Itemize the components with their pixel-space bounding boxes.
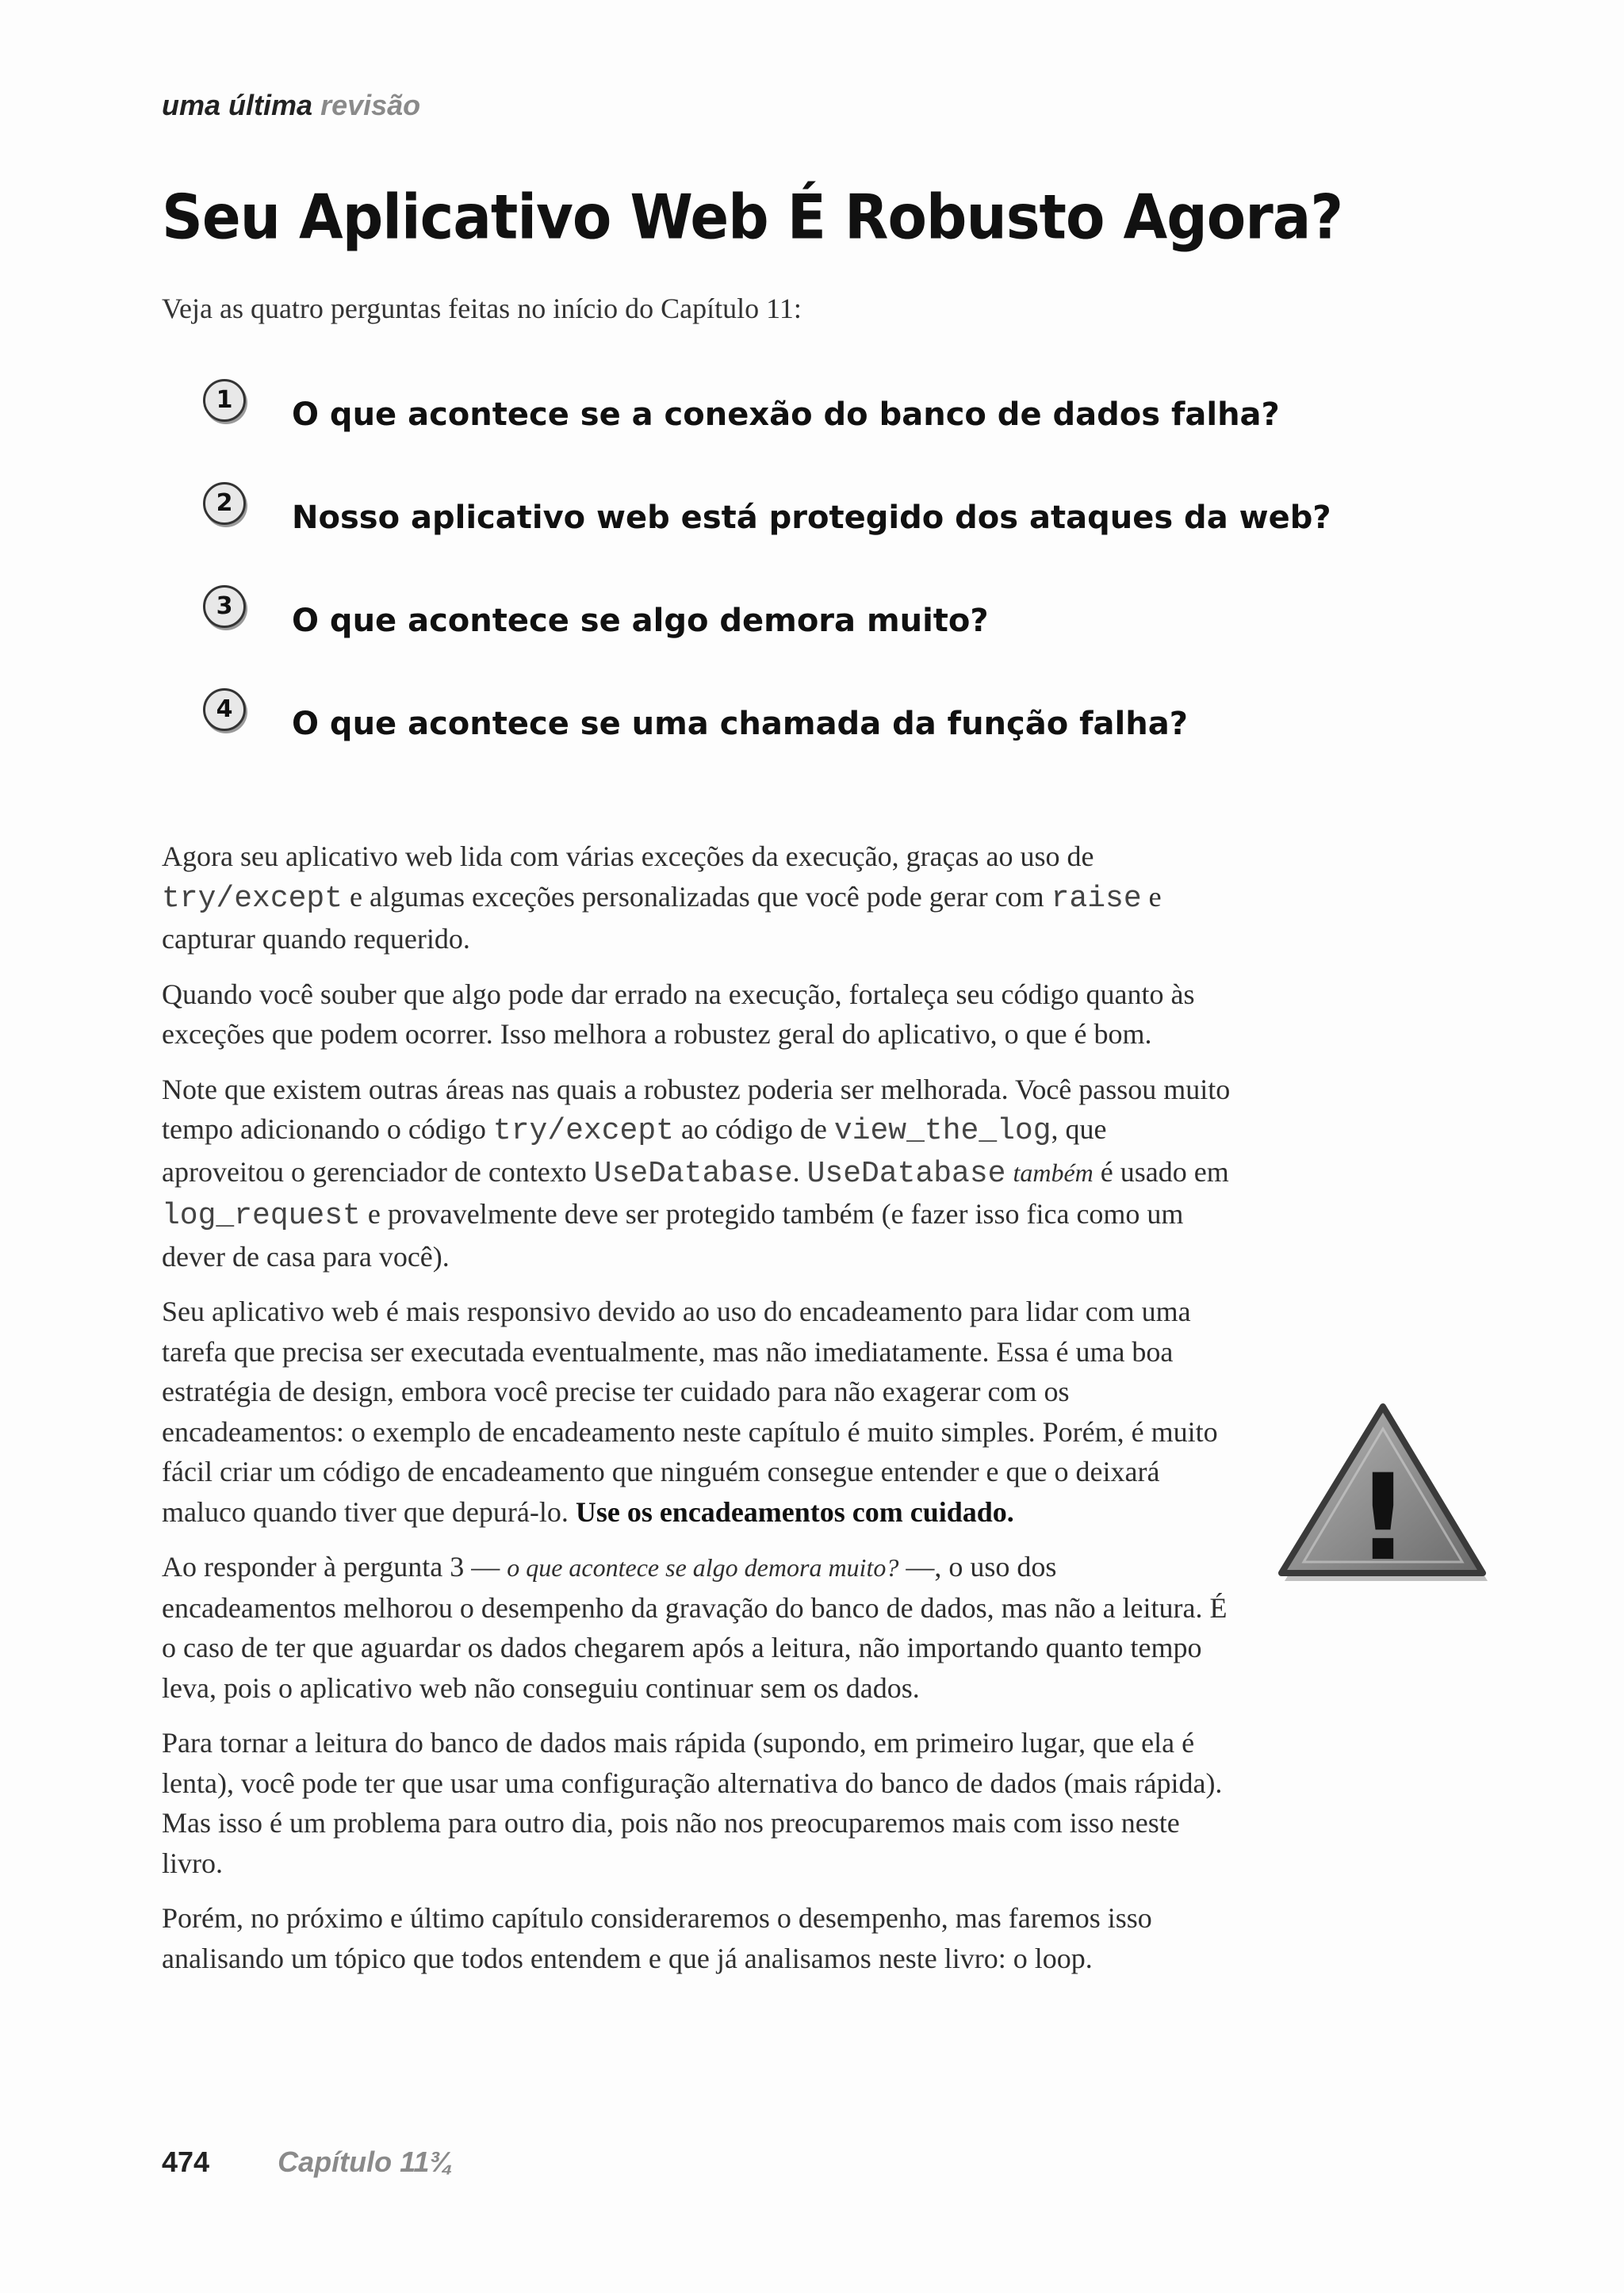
chapter-label: Capítulo 11¾: [278, 2146, 454, 2178]
text-run: e algumas exceções personalizadas que você pode gerar com: [343, 880, 1051, 913]
text-run: é usado em: [1093, 1155, 1229, 1188]
text-run: Agora seu aplicativo web lida com várias exceções da execução, graças ao uso de: [162, 840, 1094, 872]
body-text: [162, 836, 1232, 1993]
paragraph-threading: [162, 1292, 1232, 1532]
text-run: e provavelmente deve ser protegido também (e fazer isso fica como um dever de casa para você).: [162, 1198, 1184, 1273]
warning-icon: [1274, 1402, 1492, 1589]
text-run: Note que existem outras áreas nas quais a robustez poderia ser melhorada. Você passou muito tempo adicionando o código: [162, 1073, 1231, 1145]
text-run: ao código de: [673, 1113, 834, 1145]
paragraph-robustness: Quando você souber que algo pode dar errado na execução, fortaleça seu código quanto às exceções que podem ocorrer. Isso melhora a robustez geral do aplicativo, o que é bom.: [162, 978, 1195, 1050]
question-item: [203, 688, 1313, 791]
question-text: O que acontece se algo demora muito?: [292, 603, 989, 639]
question-text: O que acontece se uma chamada da função falha?: [292, 706, 1188, 742]
question-item: [203, 585, 1313, 688]
question-list: [203, 379, 1331, 791]
question-text: Nosso aplicativo web está protegido dos ataques da web?: [292, 500, 1331, 536]
inline-code: UseDatabase: [593, 1156, 793, 1191]
inline-code: try/except: [162, 881, 343, 916]
question-number-badge: 4: [203, 688, 246, 731]
text-run: Seu aplicativo web é mais responsivo devido ao uso do encadeamento para lidar com uma tarefa que precisa ser executada eventualmente, mas não imediatamente. Essa é uma boa estratégia de design, embora você precise ter cuidado para não exagerar com os encadeamentos: o exemplo de encadeamento neste capítulo é muito simples. Porém, é muito fácil criar um código de encadeamento que ninguém consegue entender e que o deixará maluco quando tiver que depurá-lo.: [162, 1296, 1218, 1528]
paragraph-read-speed: Para tornar a leitura do banco de dados mais rápida (supondo, em primeiro lugar, que ela é lenta), você pode ter que usar uma configuração alternativa do banco de dados (mais rápida). Mas isso é um problema para outro dia, pois não nos preocuparemos mais com isso neste livro.: [162, 1727, 1223, 1879]
running-head-subsection: revisão: [320, 89, 421, 121]
text-run: Ao responder à pergunta 3 —: [162, 1551, 508, 1583]
emphasis: o que acontece se algo demora muito?: [507, 1553, 899, 1582]
strong-text: Use os encadeamentos com cuidado.: [575, 1495, 1014, 1528]
question-item: [203, 379, 1313, 482]
inline-code: view_the_log: [833, 1114, 1051, 1148]
running-head: [162, 89, 420, 122]
paragraph-other-areas: [162, 1070, 1232, 1277]
text-run: e capturar quando requerido.: [162, 880, 1162, 955]
text-run: .: [792, 1155, 807, 1188]
inline-code: try/except: [492, 1114, 674, 1148]
question-item: [203, 482, 1331, 585]
text-run: , que aproveitou o gerenciador de contexto: [162, 1113, 1107, 1188]
question-number-badge: 2: [203, 482, 246, 525]
inline-code: raise: [1051, 881, 1142, 916]
intro-text: Veja as quatro perguntas feitas no início do Capítulo 11:: [162, 293, 802, 324]
paragraph-exceptions: [162, 836, 1232, 959]
exclamation-glyph: !: [1355, 1449, 1411, 1587]
page-title: Seu Aplicativo Web É Robusto Agora?: [162, 181, 1343, 253]
question-number-badge: 1: [203, 379, 246, 422]
inline-code: log_request: [162, 1199, 361, 1233]
text-run: —, o uso dos encadeamentos melhorou o desempenho da gravação do banco de dados, mas não a leitura. É o caso de ter que aguardar os dados chegarem após a leitura, não importando quanto tempo leva, pois o aplicativo web não conseguiu continuar sem os dados.: [162, 1551, 1228, 1704]
paragraph-next-chapter: Porém, no próximo e último capítulo consideraremos o desempenho, mas faremos isso analisando um tópico que todos entendem e que já analisamos neste livro: o loop.: [162, 1902, 1152, 1974]
running-head-section: uma última: [162, 89, 313, 121]
inline-code: UseDatabase: [806, 1156, 1006, 1191]
paragraph-question-3: [162, 1547, 1232, 1708]
question-number-badge: 3: [203, 585, 246, 628]
page-footer: [162, 2146, 453, 2179]
page-number: 474: [162, 2146, 210, 2178]
question-text: O que acontece se a conexão do banco de dados falha?: [292, 396, 1280, 433]
emphasis: também: [1013, 1158, 1094, 1187]
